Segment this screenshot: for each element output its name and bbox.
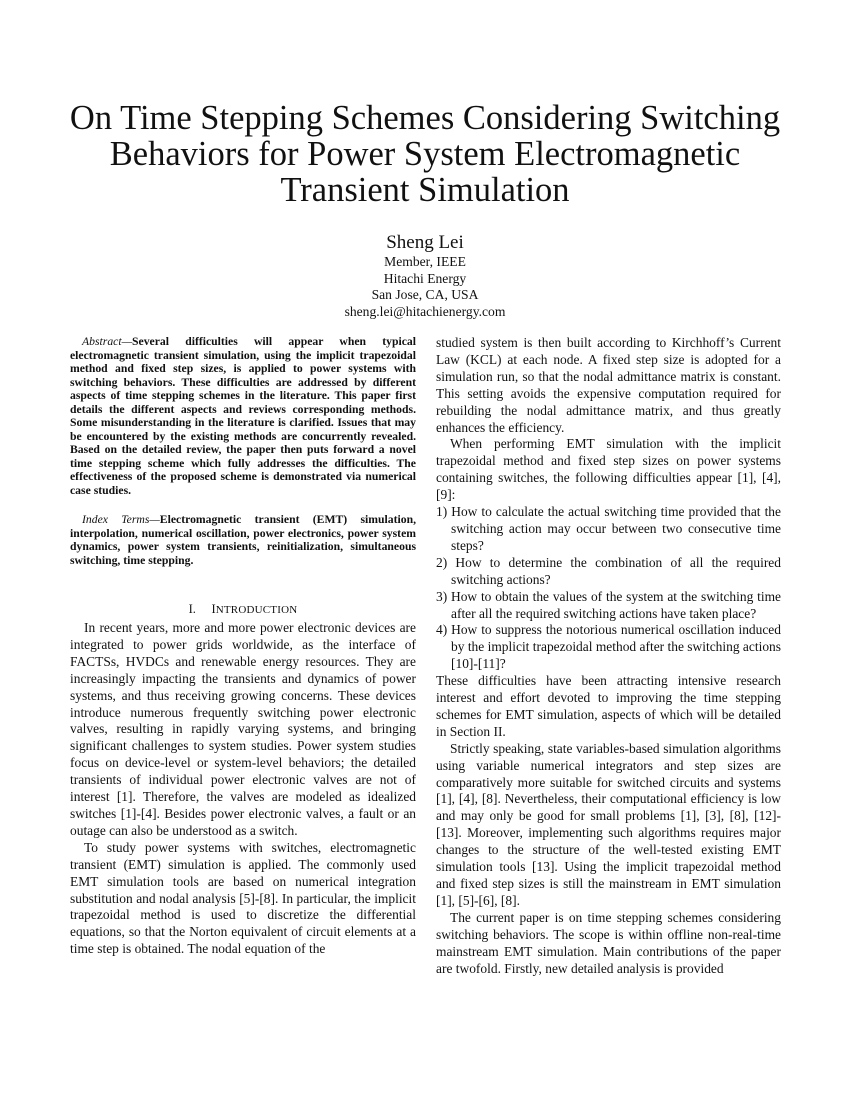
abstract-text: Several difficulties will appear when typical electromagnetic transient simulation, using the implicit trapezoidal method and fixed step sizes, is applied to power systems with switching behaviors. These difficulties are addressed by different aspects of time stepping schemes in the literature. This paper first details the different aspects and reviews corresponding methods. Some misunderstanding in the literature is clarified. Issues that may be encountered by the existing methods are concurrently revealed. Based on the detailed review, the paper then puts forward a novel time stepping scheme which fully addresses the difficulties. The effectiveness of the proposed scheme is demonstrated via numerical case studies. <box>70 335 416 497</box>
author-name: Sheng Lei <box>386 232 464 253</box>
right-column <box>436 335 781 977</box>
author-block <box>0 232 850 320</box>
index-terms-text: Electromagnetic transient (EMT) simulation, interpolation, numerical oscillation, power electronics, power system dynamics, power system transients, reinitialization, simultaneous switching, time stepping. <box>70 513 416 567</box>
body-paragraph: Strictly speaking, state variables-based simulation algorithms using variable numerical integrators and step sizes are comparatively more suitable for switched circuits and systems [1], [4], [8]. Nevertheless, their computational efficiency is low and may only be good for small problems [1], [3], [8], [12]-[13]. Moreover, implementing such algorithms requires major changes to the structure of the well-tested existing EMT simulation tools [13]. Using the implicit trapezoidal method and fixed step sizes is still the mainstream in EMT simulation [1], [5]-[6], [8]. <box>436 740 781 908</box>
index-terms-label: Index Terms— <box>82 513 160 526</box>
author-email[interactable]: sheng.lei@hitachienergy.com <box>344 303 506 319</box>
intro-paragraph: In recent years, more and more power electronic devices are integrated to power grids worldwide, as the interface of FACTSs, HVDCs and renewable energy resources. They are increasingly impacting the transients and dynamics of power systems, and thus receiving growing concerns. These devices introduce numerous frequently switching power electronic valves, resulting in rapidly varying systems, and bringing significant challenges to system studies. Power system studies focus on device-level or system-level behaviors; the detailed transients of individual power electronic valves are not of interest [1]. Therefore, the valves are modeled as idealized switches [1]-[4]. Besides power electronic valves, a fault or an outage can also be understood as a switch. <box>70 620 416 838</box>
paper-title: On Time Stepping Schemes Considering Switching Behaviors for Power System Electromagnetic Transient Simulation <box>69 99 781 209</box>
section-title-initial: I <box>211 602 216 616</box>
difficulties-list <box>436 504 781 673</box>
author-location: San Jose, CA, USA <box>371 287 479 302</box>
list-item: 3) How to obtain the values of the system at the switching time after all the required switching actions have taken place? <box>436 588 781 621</box>
list-item: 2) How to determine the combination of all the required switching actions? <box>436 554 781 587</box>
left-column <box>70 335 416 958</box>
abstract-label: Abstract— <box>82 335 132 348</box>
list-item: 1) How to calculate the actual switching time provided that the switching action may occur between two consecutive time steps? <box>436 504 781 553</box>
body-paragraph: studied system is then built according to Kirchhoff’s Current Law (KCL) at each node. A fixed step size is adopted for a simulation run, so that the nodal admittance matrix is constant. This setting avoids the expensive computation required for rebuilding the nodal admittance matrix, and thus greatly enhances the efficiency. <box>436 335 781 435</box>
body-paragraph: These difficulties have been attracting intensive research interest and effort devoted to improving the time stepping schemes for EMT simulation, aspects of which will be detailed in Section II. <box>436 673 781 739</box>
author-membership: Member, IEEE <box>384 254 466 269</box>
intro-paragraph: To study power systems with switches, electromagnetic transient (EMT) simulation is applied. The commonly used EMT simulation tools are based on numerical integration substitution and nodal analysis [5]-[8]. In particular, the implicit trapezoidal method is used to discretize the differential equations, so that the Norton equivalent of circuit elements at a time step is obtained. The nodal equation of the <box>70 839 416 957</box>
index-terms <box>70 513 416 567</box>
body-paragraph: When performing EMT simulation with the implicit trapezoidal method and fixed step sizes on power systems containing switches, the following difficulties appear [1], [4], [9]: <box>436 436 781 503</box>
section-heading-introduction <box>70 601 416 618</box>
section-title-rest: NTRODUCTION <box>215 604 298 616</box>
section-number: I. <box>188 602 196 616</box>
list-item: 4) How to suppress the notorious numerical oscillation induced by the implicit trapezoidal method after the switching actions [10]-[11]? <box>436 622 781 672</box>
body-paragraph: The current paper is on time stepping schemes considering switching behaviors. The scope is within offline non-real-time mainstream EMT simulation. Main contributions of the paper are twofold. Firstly, new detailed analysis is provided <box>436 909 781 976</box>
author-organization: Hitachi Energy <box>383 270 467 286</box>
abstract <box>70 335 416 497</box>
